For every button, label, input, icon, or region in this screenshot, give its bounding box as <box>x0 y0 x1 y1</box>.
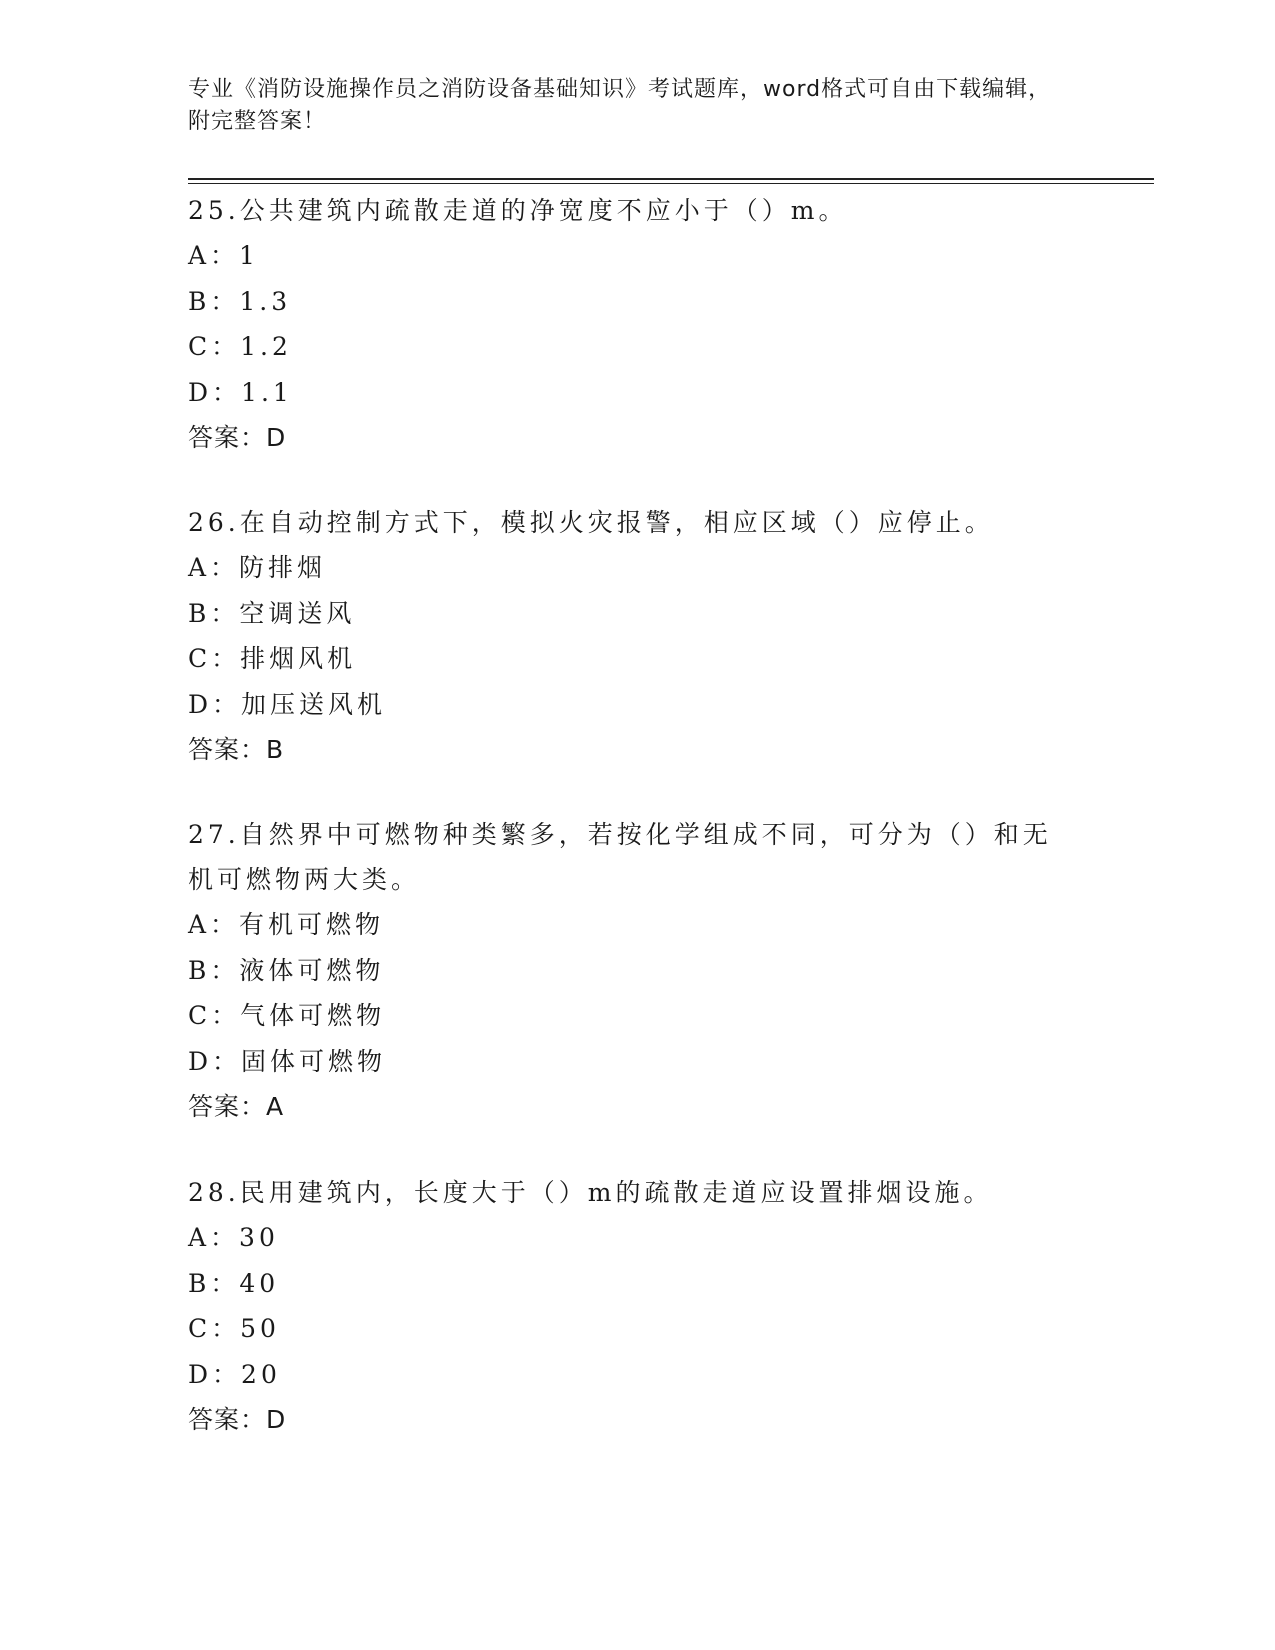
option-a: A：有机可燃物 <box>188 910 385 939</box>
option-d: D：20 <box>188 1359 281 1389</box>
option-d: D：固体可燃物 <box>188 1046 387 1076</box>
option-b: B：液体可燃物 <box>188 955 385 985</box>
question-stem: 26.在自动控制方式下，模拟火灾报警，相应区域（）应停止。 <box>188 508 994 537</box>
header-divider-thin <box>188 183 1154 184</box>
question-26 <box>188 500 1088 772</box>
question-27 <box>188 812 1068 1129</box>
answer-label: 答案：A <box>188 1092 285 1121</box>
option-a: A：防排烟 <box>188 553 327 582</box>
option-d: D：1.1 <box>188 377 293 407</box>
option-c: C：50 <box>188 1314 280 1343</box>
option-c: C：1.2 <box>188 332 292 361</box>
option-a: A：30 <box>188 1223 279 1252</box>
option-c: C：排烟风机 <box>188 644 357 673</box>
answer-label: 答案：D <box>188 1405 287 1434</box>
option-b: B：40 <box>188 1268 280 1298</box>
option-b: B：1.3 <box>188 286 292 316</box>
option-c: C：气体可燃物 <box>188 1001 386 1030</box>
question-25 <box>188 188 1088 460</box>
option-d: D：加压送风机 <box>188 689 387 719</box>
header-divider-thick <box>188 178 1154 180</box>
question-stem: 25.公共建筑内疏散走道的净宽度不应小于（）m。 <box>188 196 848 225</box>
answer-label: 答案：D <box>188 423 287 452</box>
question-stem: 28.民用建筑内，长度大于（）m的疏散走道应设置排烟设施。 <box>188 1178 993 1207</box>
option-a: A：1 <box>188 241 259 270</box>
question-28 <box>188 1170 1088 1442</box>
option-b: B：空调送风 <box>188 598 356 628</box>
answer-label: 答案：B <box>188 735 285 764</box>
question-stem: 27.自然界中可燃物种类繁多，若按化学组成不同，可分为（）和无机可燃物两大类。 <box>188 820 1052 894</box>
document-intro: 专业《消防设施操作员之消防设备基础知识》考试题库，word格式可自由下载编辑，附完整答案！ <box>188 77 1052 134</box>
